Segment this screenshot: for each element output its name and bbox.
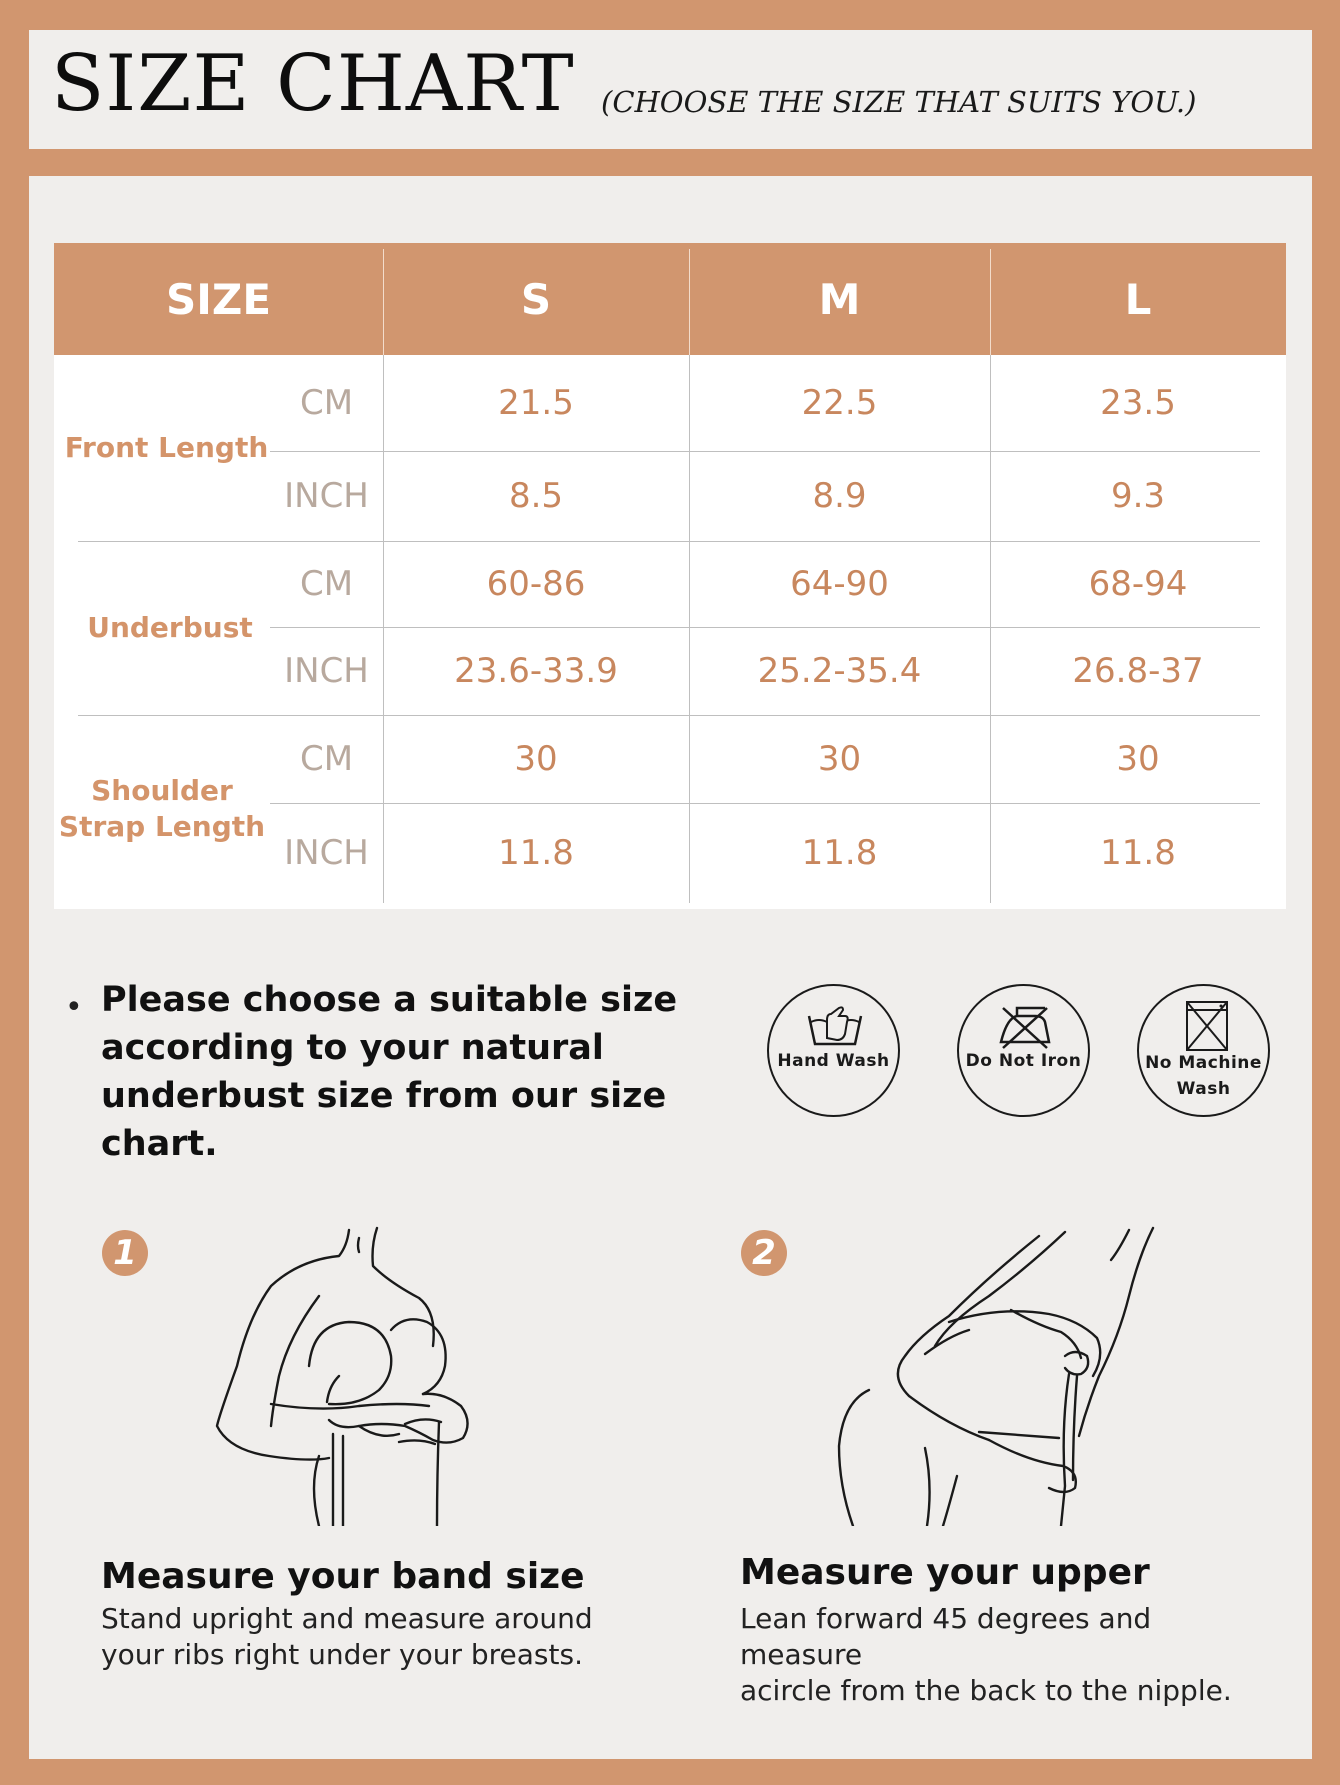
page-title: SIZE CHART <box>51 39 575 129</box>
step-1-title: Measure your band size <box>101 1556 585 1597</box>
header-size-m: M <box>818 274 861 324</box>
unit-label: CM <box>299 564 354 604</box>
table-cell: 9.3 <box>1110 476 1166 516</box>
column-divider <box>383 249 384 355</box>
step-2-title: Measure your upper <box>740 1552 1150 1593</box>
table-cell: 23.5 <box>1100 383 1176 423</box>
unit-label: CM <box>299 739 354 779</box>
do-not-iron-icon <box>995 1004 1055 1050</box>
table-cell: 8.9 <box>812 476 867 516</box>
table-cell: 26.8-37 <box>1072 651 1204 691</box>
step-1-desc-line: your ribs right under your breasts. <box>101 1638 583 1671</box>
care-hand-wash <box>767 984 900 1117</box>
band-size-illustration <box>209 1226 529 1526</box>
no-machine-wash-icon <box>1177 998 1237 1054</box>
care-label: Do Not Iron <box>965 1051 1082 1071</box>
table-cell: 64-90 <box>790 564 889 604</box>
step-2-badge: 2 <box>741 1230 787 1276</box>
row-label-front-length: Front Length <box>64 430 269 464</box>
header-panel <box>29 30 1312 149</box>
step-1-badge: 1 <box>102 1230 148 1276</box>
step-2-description <box>740 1601 1280 1709</box>
header-size-s: S <box>520 274 552 324</box>
bullet-dot: • <box>65 990 83 1025</box>
unit-label: CM <box>299 383 354 423</box>
table-cell: 11.8 <box>1100 833 1176 873</box>
table-cell: 11.8 <box>801 833 878 873</box>
step-1-description <box>101 1601 621 1673</box>
unit-label: INCH <box>284 833 369 873</box>
upper-bust-illustration <box>829 1226 1169 1526</box>
table-cell: 22.5 <box>801 383 878 423</box>
table-cell: 11.8 <box>498 833 574 873</box>
table-cell: 23.6-33.9 <box>454 651 618 691</box>
column-divider <box>990 249 991 355</box>
care-label: No Machine <box>1145 1053 1262 1073</box>
row-label-line: Shoulder <box>91 773 233 807</box>
note-line: Please choose a suitable size <box>101 980 678 1020</box>
page-subtitle: (CHOOSE THE SIZE THAT SUITS YOU.) <box>601 85 1197 119</box>
table-cell: 60-86 <box>486 564 586 604</box>
care-no-machine-wash <box>1137 984 1270 1117</box>
step-1-desc-line: Stand upright and measure around <box>101 1602 593 1635</box>
hand-wash-icon <box>805 1004 865 1050</box>
unit-label: INCH <box>284 476 369 516</box>
row-label-underbust: Underbust <box>87 610 253 644</box>
step-2-desc-line: Lean forward 45 degrees and measure <box>740 1602 1152 1671</box>
table-cell: 25.2-35.4 <box>757 651 922 691</box>
size-table <box>54 243 1286 909</box>
care-label: Wash <box>1176 1079 1231 1099</box>
care-do-not-iron <box>957 984 1090 1117</box>
table-cell: 30 <box>514 739 558 779</box>
note-line: underbust size from our size chart. <box>101 1076 667 1164</box>
table-cell: 8.5 <box>508 476 564 516</box>
column-divider <box>689 249 690 355</box>
header-size-l: L <box>1124 274 1152 324</box>
header-size: SIZE <box>165 274 272 324</box>
care-label: Hand Wash <box>777 1051 890 1071</box>
table-header-row <box>54 243 1286 355</box>
step-2-desc-line: acircle from the back to the nipple. <box>740 1674 1232 1707</box>
table-cell: 21.5 <box>498 383 574 423</box>
row-label-shoulder-strap <box>54 715 270 903</box>
table-cell: 30 <box>817 739 862 779</box>
table-cell: 68-94 <box>1088 564 1188 604</box>
table-cell: 30 <box>1116 739 1160 779</box>
note-line: according to your natural <box>101 1028 604 1068</box>
main-panel <box>29 176 1312 1759</box>
size-note <box>101 976 741 1168</box>
row-label-line: Strap Length <box>58 810 266 843</box>
unit-label: INCH <box>284 651 369 691</box>
